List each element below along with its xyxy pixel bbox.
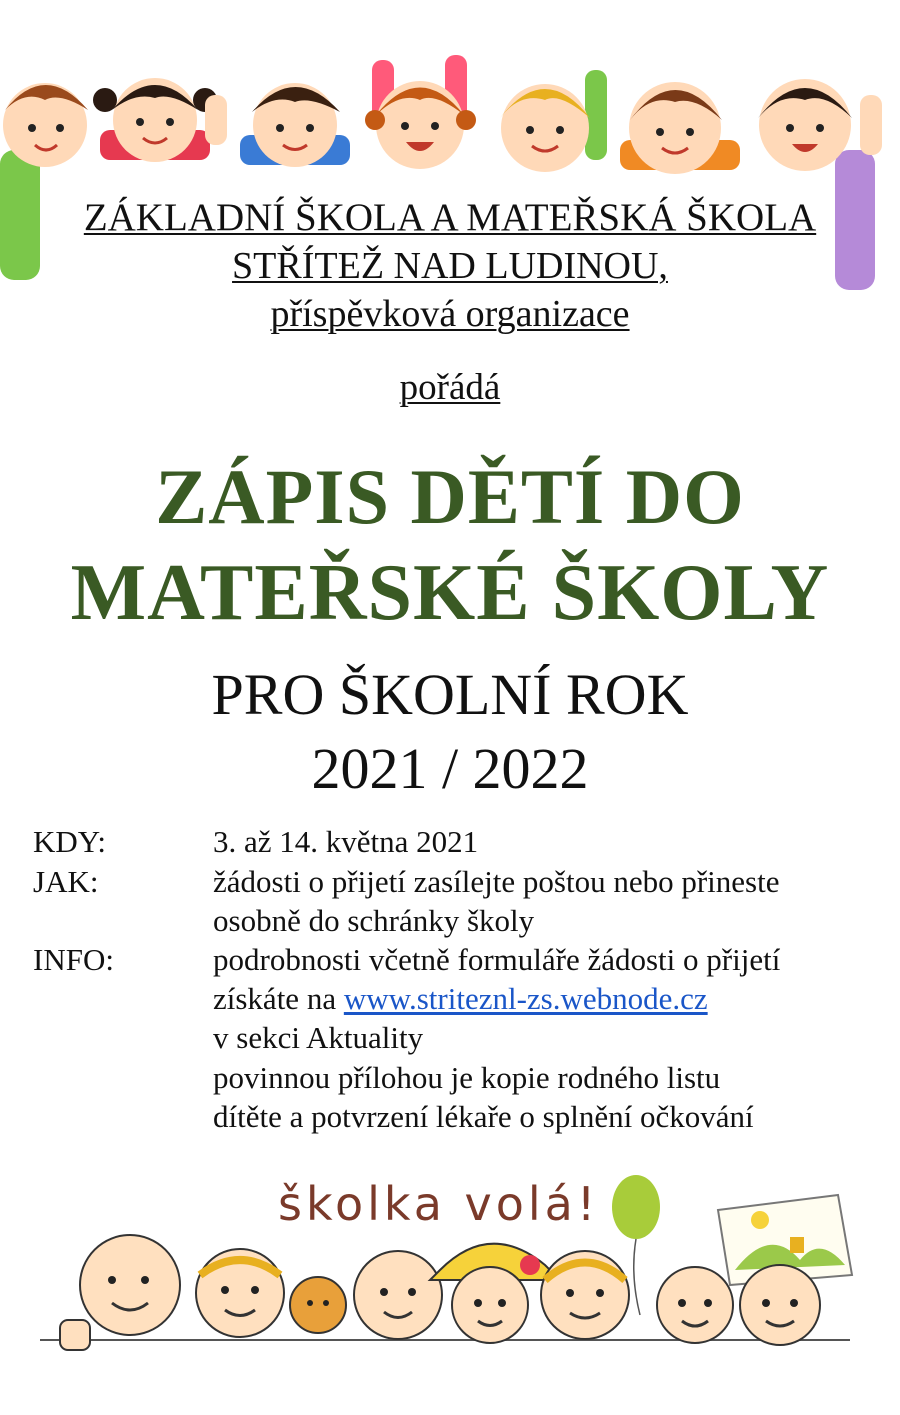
kid-2 <box>196 1249 284 1337</box>
child-4 <box>365 55 476 169</box>
child-2 <box>93 78 227 162</box>
when-label: KDY: <box>33 824 106 859</box>
info-line5: dítěte a potvrzení lékaře o splnění očkování <box>213 1099 754 1134</box>
info-line3: v sekci Aktuality <box>213 1020 424 1055</box>
kid-6 <box>657 1267 733 1343</box>
headline-line1: ZÁPIS DĚTÍ DO <box>155 453 745 540</box>
child-5 <box>500 70 607 172</box>
kid-3 <box>354 1251 442 1339</box>
skolka-vola-illustration <box>0 1165 900 1415</box>
headline-line2: MATEŘSKÉ ŠKOLY <box>70 549 830 637</box>
website-link[interactable]: www.striteznl-zs.webnode.cz <box>343 981 708 1016</box>
banner-text: školka volá! <box>278 1177 600 1231</box>
organizer-name-line1: ZÁKLADNÍ ŠKOLA A MATEŘSKÁ ŠKOLA <box>83 196 817 239</box>
child-6 <box>620 82 740 174</box>
info-line2-prefix: získáte na <box>213 981 344 1016</box>
organizer-type: příspěvková organizace <box>270 293 630 335</box>
info-line4: povinnou přílohou je kopie rodného listu <box>213 1060 721 1095</box>
how-line1: žádosti o přijetí zasílejte poštou nebo přineste <box>213 864 780 899</box>
school-year-label: PRO ŠKOLNÍ ROK <box>211 662 689 727</box>
info-label: INFO: <box>33 942 114 977</box>
organizer-name-line2: STŘÍTEŽ NAD LUDINOU, <box>232 245 668 287</box>
organizes-label: pořádá <box>399 367 501 408</box>
school-year-value: 2021 / 2022 <box>311 736 589 801</box>
dog <box>290 1277 346 1333</box>
info-line1: podrobnosti včetně formuláře žádosti o přijetí <box>213 942 781 977</box>
kid-7 <box>740 1265 820 1345</box>
how-label: JAK: <box>33 864 99 899</box>
info-line2 <box>213 983 708 1014</box>
how-line2: osobně do schránky školy <box>213 903 535 938</box>
kid-1 <box>60 1235 180 1350</box>
when-value: 3. až 14. května 2021 <box>213 824 479 859</box>
child-3 <box>240 83 350 167</box>
kid-5 <box>541 1251 629 1339</box>
